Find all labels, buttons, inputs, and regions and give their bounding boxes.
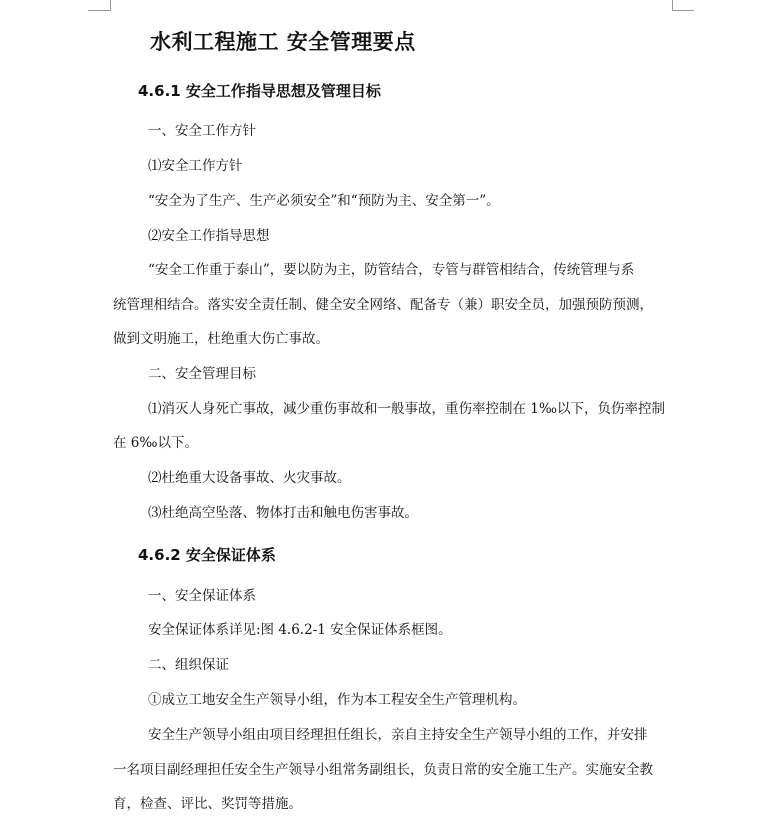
item-goal-1-line-2: 在 6‰以下。	[113, 435, 198, 451]
section-heading-4-6-2: 4.6.2 安全保证体系	[138, 546, 276, 564]
item-goal-1-line-1: ⑴消灭人身死亡事故，减少重伤事故和一般事故，重伤率控制在 1‰以下，负伤率控制	[148, 401, 665, 417]
paragraph-guarantee-system: 安全保证体系详见:图 4.6.2-1 安全保证体系框图。	[148, 622, 452, 638]
section-heading-4-6-1: 4.6.1 安全工作指导思想及管理目标	[138, 82, 381, 100]
paragraph-safety-slogan: “安全为了生产、生产必须安全”和“预防为主、安全第一”。	[148, 193, 500, 209]
document-title: 水利工程施工 安全管理要点	[150, 29, 416, 54]
paragraph-ideology-line-1: “安全工作重于泰山”，要以防为主，防管结合，专管与群管相结合，传统管理与系	[148, 262, 635, 278]
paragraph-ideology-line-3: 做到文明施工，杜绝重大伤亡事故。	[113, 331, 329, 347]
item-organization-1: ①成立工地安全生产领导小组，作为本工程安全生产管理机构。	[148, 692, 526, 708]
sub-heading-safety-policy: 一、安全工作方针	[148, 123, 256, 139]
item-guiding-ideology: ⑵安全工作指导思想	[148, 228, 270, 244]
paragraph-leadership-line-3: 育，检查、评比、奖罚等措施。	[113, 796, 302, 812]
crop-mark-top-right-vertical	[672, 0, 673, 11]
paragraph-leadership-line-2: 一名项目副经理担任安全生产领导小组常务副组长，负责日常的安全施工生产。实施安全教	[113, 762, 653, 778]
crop-mark-top-left-horizontal	[88, 10, 110, 11]
crop-mark-top-right-horizontal	[672, 10, 694, 11]
sub-heading-management-goals: 二、安全管理目标	[148, 366, 256, 382]
paragraph-leadership-line-1: 安全生产领导小组由项目经理担任组长，亲自主持安全生产领导小组的工作，并安排	[148, 727, 648, 743]
sub-heading-guarantee-system: 一、安全保证体系	[148, 588, 256, 604]
item-goal-2: ⑵杜绝重大设备事故、火灾事故。	[148, 470, 351, 486]
crop-mark-top-left-vertical	[110, 0, 111, 11]
sub-heading-organization: 二、组织保证	[148, 657, 229, 673]
paragraph-ideology-line-2: 统管理相结合。落实安全责任制、健全安全网络、配备专（兼）职安全员，加强预防预测，	[113, 297, 653, 313]
item-safety-policy: ⑴安全工作方针	[148, 158, 243, 174]
item-goal-3: ⑶杜绝高空坠落、物体打击和触电伤害事故。	[148, 505, 418, 521]
